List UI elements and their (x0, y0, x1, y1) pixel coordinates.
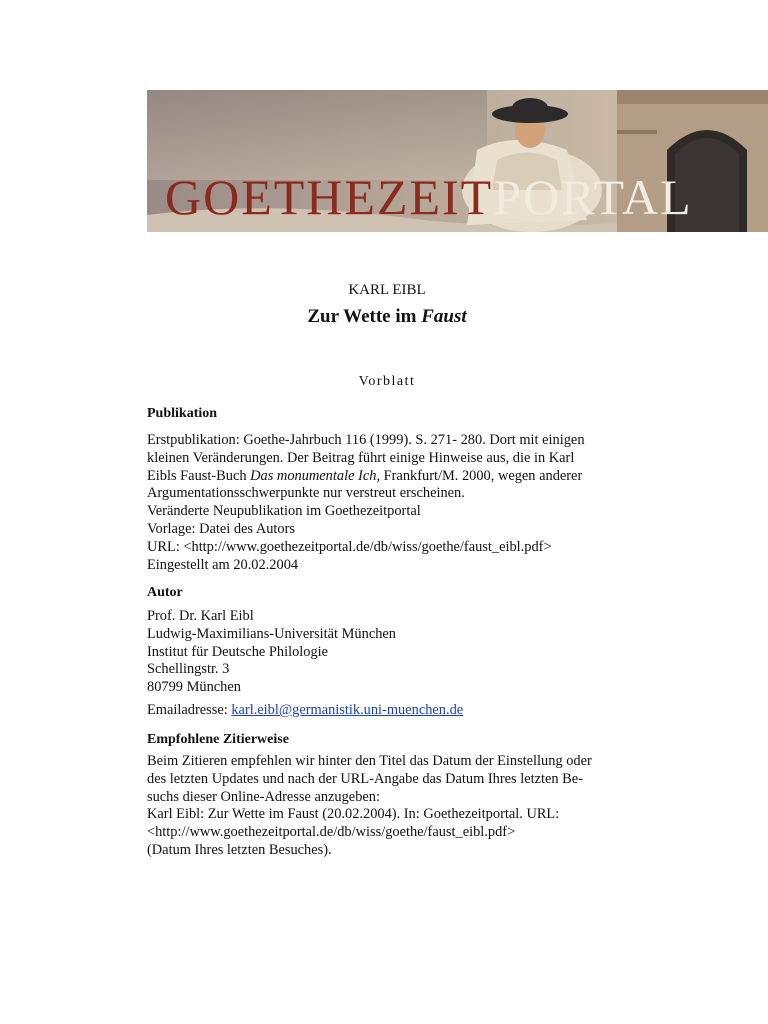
autor-line: Prof. Dr. Karl Eibl (147, 608, 254, 624)
email-label: Emailadresse: (147, 702, 232, 718)
publikation-block (147, 432, 637, 574)
section-heading-zitierweise: Empfohlene Zitierweise (147, 732, 289, 747)
autor-line: 80799 München (147, 679, 241, 696)
author-name: KARL EIBL (348, 282, 426, 298)
email-link[interactable]: karl.eibl@germanistik.uni-muenchen.de (231, 702, 464, 718)
email-row (147, 702, 637, 720)
zitierweise-block (147, 753, 637, 860)
title-italic: Faust (421, 306, 467, 327)
section-heading-autor: Autor (147, 585, 183, 600)
document-subtitle: Vorblatt (358, 374, 416, 389)
title-main: Zur Wette im (307, 306, 422, 327)
section-heading-publikation: Publikation (147, 406, 218, 421)
document-title (147, 306, 627, 328)
publikation-line: Argumentationsschwerpunkte nur verstreut erscheinen. (147, 485, 465, 502)
publikation-line: Veränderte Neupublikation im Goethezeitportal (147, 503, 421, 520)
zitierweise-line: suchs dieser Online-Adresse anzugeben: (147, 788, 380, 805)
publikation-date: Eingestellt am 20.02.2004 (147, 556, 299, 573)
banner-illustration (147, 90, 768, 232)
goethezeitportal-banner (147, 90, 768, 232)
book-title: Das monumentale Ich (250, 467, 377, 484)
autor-line: Schellingstr. 3 (147, 661, 230, 678)
zitierweise-line: Beim Zitieren empfehlen wir hinter den Titel das Datum der Einstellung oder (147, 753, 592, 769)
publikation-url: URL: <http://www.goethezeitportal.de/db/wiss/goethe/faust_eibl.pdf> (147, 538, 552, 555)
publikation-line: kleinen Veränderungen. Der Beitrag führt einige Hinweise aus, die in Karl (147, 449, 575, 466)
publikation-line: Erstpublikation: Goethe-Jahrbuch 116 (1999). S. 271- 280. Dort mit einigen (147, 432, 585, 448)
autor-line: Institut für Deutsche Philologie (147, 643, 329, 660)
publikation-line: Eibls Faust-Buch Das monumentale Ich, Frankfurt/M. 2000, wegen anderer (147, 467, 583, 484)
zitierweise-line: des letzten Updates und nach der URL-Angabe das Datum Ihres letzten Be- (147, 770, 583, 787)
zitierweise-line: <http://www.goethezeitportal.de/db/wiss/goethe/faust_eibl.pdf> (147, 824, 516, 841)
zitierweise-line: (Datum Ihres letzten Besuches). (147, 841, 332, 858)
zitierweise-line: Karl Eibl: Zur Wette im Faust (20.02.2004). In: Goethezeitportal. URL: (147, 806, 560, 823)
autor-block (147, 608, 637, 697)
banner-logo-text: GOETHEZEITPORTAL (165, 169, 693, 225)
publikation-line: Vorlage: Datei des Autors (147, 520, 296, 537)
autor-line: Ludwig-Maximilians-Universität München (147, 625, 396, 642)
